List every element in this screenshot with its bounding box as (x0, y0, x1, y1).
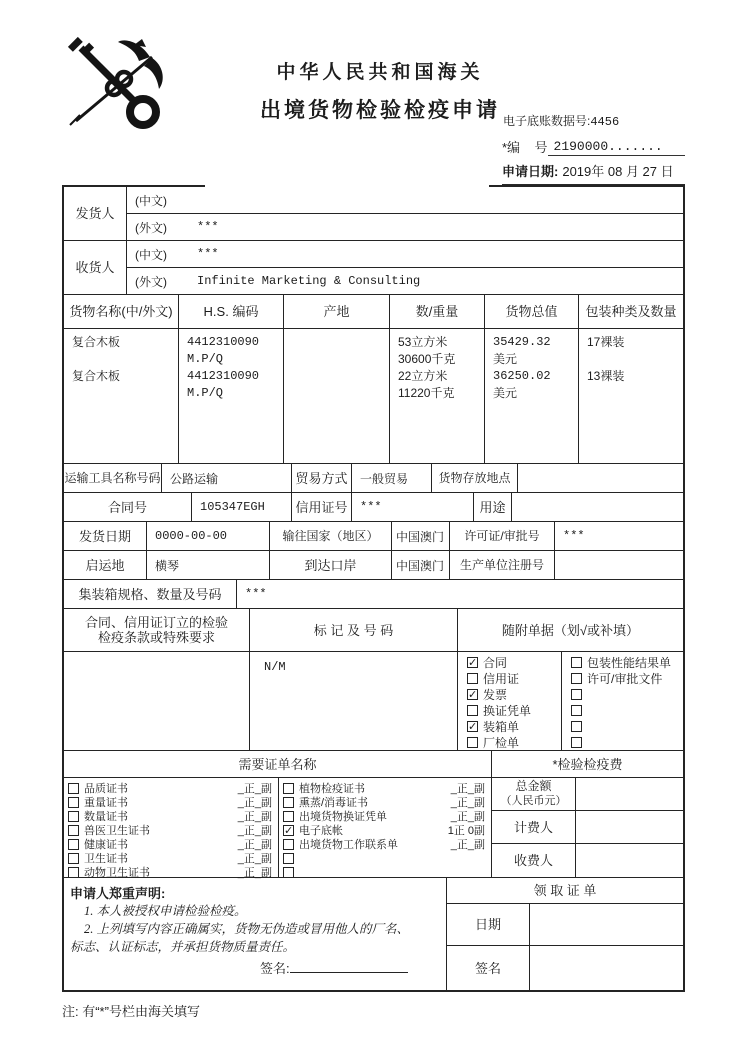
cert-animal: 动物卫生证书 _正_副 (64, 865, 278, 879)
consignee-row (64, 241, 683, 295)
marks-label: 标 记 及 号 码 (250, 609, 458, 651)
fee-collector-value (576, 844, 683, 877)
checkbox-permit-doc (571, 673, 582, 684)
contract-row (64, 493, 683, 522)
fee-collector-label: 收费人 (492, 844, 576, 877)
eaccount-value: 4456 (590, 115, 620, 129)
checkbox-fumigation (283, 797, 294, 808)
checkbox-plant (283, 783, 294, 794)
china-customs-emblem-icon (64, 33, 169, 133)
form-title: 出境货物检验检疫申请 (260, 99, 500, 122)
checkbox-quality (68, 783, 79, 794)
checkbox-quantity (68, 811, 79, 822)
goods-qty-column (390, 329, 485, 463)
date-value: 2019年 08 月 27 日 (562, 164, 674, 179)
consignee-fn-label: (外文) (135, 274, 167, 289)
goods-value-2a: 36250.02 (493, 369, 551, 383)
use-value (512, 493, 683, 521)
goods-col-origin: 产地 (284, 295, 390, 328)
cert-health: 健康证书 _正_副 (64, 837, 278, 851)
certs-left-column (64, 778, 279, 877)
cert-weight: 重量证书 _正_副 (64, 795, 278, 809)
trade-mode-label: 贸易方式 (292, 464, 352, 492)
consignee-label: 收货人 (64, 241, 127, 294)
doc-item-factory: 厂检单 (458, 734, 561, 750)
pickup-area (447, 878, 683, 990)
goods-qty-2b: 11220千克 (398, 386, 455, 400)
pickup-title: 领 取 证 单 (447, 878, 683, 904)
departure-row (64, 551, 683, 580)
consignee-cn-value: *** (197, 247, 219, 261)
consignee-cn-label: (中文) (135, 247, 167, 262)
goods-origin-2 (284, 351, 389, 368)
goods-col-name: 货物名称(中/外文) (64, 295, 179, 328)
goods-hs-2b: M.P/Q (187, 386, 224, 400)
redaction-overlay (205, 176, 489, 211)
certs-header-row (64, 751, 683, 778)
doc-item-voucher: 换证凭单 (458, 702, 561, 718)
serial-label: *编 号 (502, 140, 548, 155)
goods-qty-1a: 53立方米 (398, 335, 448, 349)
checkbox-factory (467, 737, 478, 748)
contract-label: 合同号 (64, 493, 192, 521)
checkbox-blank-3 (571, 721, 582, 732)
goods-origin-1 (284, 334, 389, 351)
fees-area (492, 778, 683, 877)
consignor-cn-label: (中文) (135, 193, 167, 208)
cert-blank-1 (279, 851, 491, 865)
checkbox-lc (467, 673, 478, 684)
doc-item-blank-1 (562, 686, 683, 702)
certs-body-row (64, 778, 683, 878)
serial-value: 2190000....... (548, 139, 685, 156)
checkbox-work-contact (283, 839, 294, 850)
pickup-sign-value (530, 946, 683, 990)
pickup-date-label: 日期 (447, 904, 530, 945)
goods-origin-column (284, 329, 390, 463)
footnote: 注: 有“*”号栏由海关填写 (62, 1004, 200, 1019)
fee-amount-label: 总金额 （人民币元） (492, 778, 576, 810)
lc-label: 信用证号 (292, 493, 352, 521)
checkbox-blank-2 (571, 705, 582, 716)
goods-qty-2a: 22立方米 (398, 369, 448, 383)
shipdate-row (64, 522, 683, 551)
declaration-line-2: 2. 上列填写内容正确属实，货物无伪造或冒用他人的厂名、 (84, 922, 410, 936)
declaration-title: 申请人郑重声明: (70, 886, 166, 901)
cert-work-contact: 出境货物工作联系单 _正_副 (279, 837, 491, 851)
application-date-line (502, 161, 685, 186)
declaration-sign-label: 签名: (260, 961, 290, 976)
serial-number-line (502, 137, 685, 156)
cert-eaccount: ✓ 电子底帐 1正 0副 (284, 824, 485, 837)
attached-docs-area (458, 652, 683, 750)
trade-mode-value: 一般贸易 (352, 464, 432, 492)
doc-item-lc: 信用证 (458, 670, 561, 686)
application-form-table (62, 185, 685, 992)
departure-value: 横琴 (147, 551, 270, 579)
goods-col-package: 包装种类及数量 (585, 304, 677, 319)
use-label: 用途 (474, 493, 512, 521)
pickup-date-value (530, 904, 683, 945)
checkbox-blank-1 (571, 689, 582, 700)
fee-amount-value (576, 778, 683, 810)
checkbox-weight (68, 797, 79, 808)
checkbox-blank-4 (571, 737, 582, 748)
goods-package-1: 17裸装 (587, 335, 625, 349)
dest-country-value: 中国澳门 (392, 522, 450, 550)
container-row (64, 580, 683, 609)
goods-package-2: 13裸装 (587, 369, 625, 383)
certs-right-column (279, 778, 492, 877)
goods-hs-1b: M.P/Q (187, 352, 224, 366)
consignor-fn-label: (外文) (135, 220, 167, 235)
eaccount-label: 电子底账数据号: (503, 114, 591, 128)
doc-item-invoice: ✓ 发票 (468, 687, 508, 702)
vehicle-label: 运输工具名称号码 (64, 464, 162, 492)
declaration-sign-row (70, 958, 440, 978)
cert-quantity: 数量证书 _正_副 (64, 809, 278, 823)
doc-item-blank-4 (562, 734, 683, 750)
attached-docs-title: 随附单据（划√或补填） (501, 622, 640, 638)
consignee-fn-value: Infinite Marketing & Consulting (197, 274, 421, 288)
marks-value: N/M (250, 652, 458, 750)
goods-value-1a: 35429.32 (493, 335, 551, 349)
container-value: *** (245, 587, 267, 601)
goods-col-hs: H.S. 编码 (179, 295, 284, 328)
terms-body-row (64, 652, 683, 751)
checkbox-cert-blank-2 (283, 867, 294, 878)
pickup-sign-label: 签名 (447, 946, 530, 990)
checkbox-invoice: ✓ (468, 688, 478, 701)
permit-label: 许可证/审批号 (450, 522, 555, 550)
doc-item-blank-3 (562, 718, 683, 734)
container-label: 集装箱规格、数量及号码 (64, 580, 237, 608)
doc-item-contract: ✓ 合同 (468, 655, 508, 670)
lc-value: *** (352, 493, 474, 521)
cert-sanitary: 卫生证书 _正_副 (64, 851, 278, 865)
doc-item-blank-2 (562, 702, 683, 718)
cert-plant: 植物检疫证书 _正_副 (279, 781, 491, 795)
attached-docs-right (562, 652, 683, 750)
declaration-line-1: 1. 本人被授权申请检验检疫。 (84, 904, 247, 918)
consignor-label: 发货人 (64, 187, 127, 240)
goods-name-column (64, 329, 179, 463)
checkbox-voucher (467, 705, 478, 716)
date-label: 申请日期: (502, 164, 559, 179)
fee-calculator-label: 计费人 (492, 811, 576, 843)
checkbox-health (68, 839, 79, 850)
goods-package-column (579, 329, 683, 463)
goods-qty-1b: 30600千克 (398, 352, 456, 366)
checkbox-animal (68, 867, 79, 878)
doc-item-package-result: 包装性能结果单 (562, 654, 683, 670)
goods-value-column (485, 329, 579, 463)
storage-value (518, 464, 683, 492)
org-title: 中华人民共和国海关 (276, 62, 484, 83)
checkbox-packing: ✓ (468, 720, 478, 733)
goods-name-2: 复合木板 (72, 369, 121, 383)
goods-col-value: 货物总值 (485, 295, 579, 328)
declaration-area (64, 878, 447, 990)
producer-reg-label: 生产单位注册号 (450, 551, 555, 579)
checkbox-package-result (571, 657, 582, 668)
checkbox-contract: ✓ (468, 656, 478, 669)
consignor-fn-value: *** (197, 220, 219, 234)
checkbox-exchange-voucher (283, 811, 294, 822)
shipdate-value: 0000-00-00 (147, 522, 270, 550)
transport-row (64, 464, 683, 493)
doc-item-permit-doc: 许可/审批文件 (562, 670, 683, 686)
arrival-port-value: 中国澳门 (392, 551, 450, 579)
departure-label: 启运地 (64, 551, 147, 579)
permit-value: *** (563, 529, 585, 543)
shipdate-label: 发货日期 (64, 522, 147, 550)
goods-hs-1a: 4412310090 (187, 335, 260, 349)
goods-body (64, 329, 683, 464)
goods-value-2b: 美元 (493, 386, 518, 400)
goods-hs-column (179, 329, 284, 463)
cert-blank-2 (279, 865, 491, 879)
clause-value (64, 652, 250, 750)
goods-header-row (64, 295, 683, 329)
declaration-line-3: 标志、认证标志，并承担货物质量责任。 (70, 940, 296, 954)
checkbox-vet (68, 825, 79, 836)
goods-hs-2a: 4412310090 (187, 369, 260, 383)
storage-label: 货物存放地点 (432, 464, 518, 492)
certs-title: 需要证单名称 (64, 751, 492, 777)
goods-value-1b: 美元 (493, 352, 518, 366)
fee-calculator-value (576, 811, 683, 843)
clause-label: 合同、信用证订立的检验 检疫条款或特殊要求 (64, 609, 250, 651)
attached-docs-left (458, 652, 562, 750)
goods-col-qty: 数/重量 (390, 295, 485, 328)
contract-value: 105347EGH (192, 493, 292, 521)
checkbox-eaccount: ✓ (284, 824, 294, 837)
dest-country-label: 输往国家（地区） (270, 522, 392, 550)
doc-item-packing: ✓ 装箱单 (468, 719, 520, 734)
terms-header-row (64, 609, 683, 652)
cert-vet: 兽医卫生证书 _正_副 (64, 823, 278, 837)
signature-line (290, 961, 408, 973)
cert-quality: 品质证书 _正_副 (64, 781, 278, 795)
vehicle-value: 公路运输 (162, 464, 292, 492)
fees-title: *检验检疫费 (552, 756, 623, 772)
checkbox-cert-blank-1 (283, 853, 294, 864)
eaccount-line (503, 112, 619, 129)
cert-fumigation: 熏蒸/消毒证书 _正_副 (279, 795, 491, 809)
producer-reg-value (555, 551, 683, 579)
arrival-port-label: 到达口岸 (270, 551, 392, 579)
checkbox-sanitary (68, 853, 79, 864)
goods-name-1: 复合木板 (72, 335, 121, 349)
cert-exchange-voucher: 出境货物换证凭单 _正_副 (279, 809, 491, 823)
declaration-row (64, 878, 683, 990)
